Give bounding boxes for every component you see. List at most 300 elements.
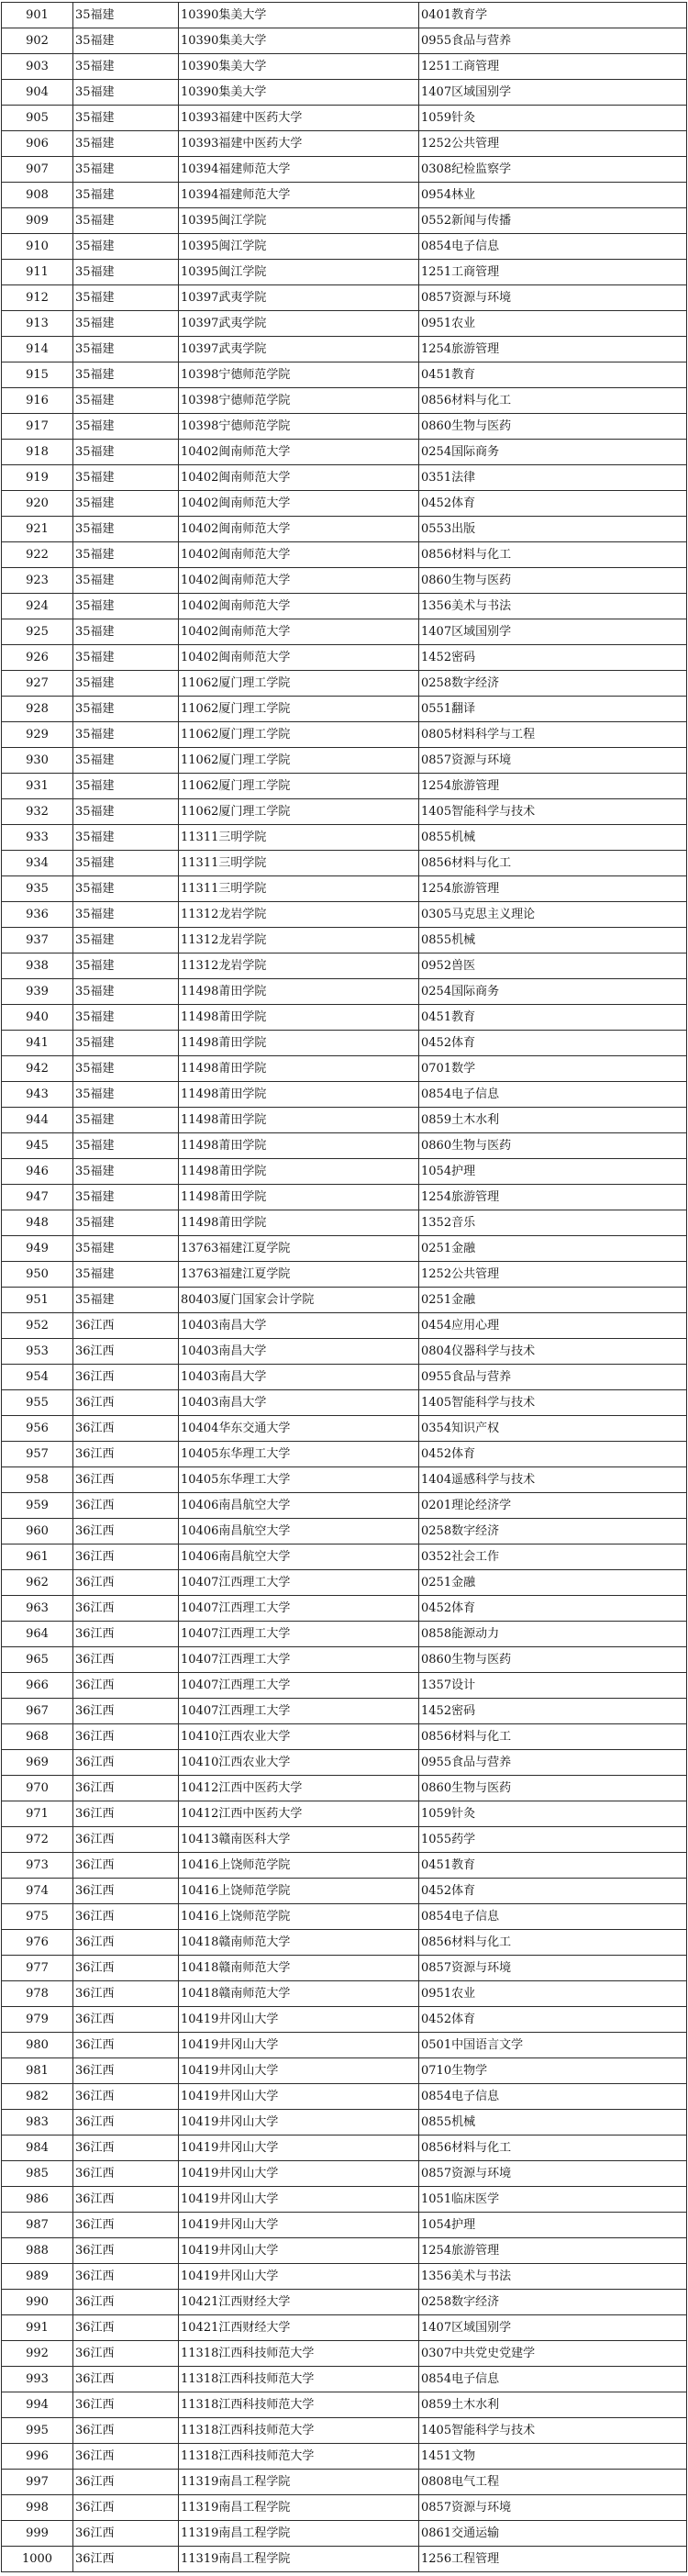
discipline-cell: 0954林业 (419, 183, 687, 208)
table-row (2, 1262, 687, 1288)
row-number: 990 (2, 2290, 73, 2315)
province-cell: 35福建 (73, 285, 179, 311)
table-row (2, 517, 687, 542)
province-cell: 36江西 (73, 2367, 179, 2392)
discipline-cell: 0951农业 (419, 1981, 687, 2007)
table-row (2, 2392, 687, 2418)
row-number: 940 (2, 1005, 73, 1031)
province-cell: 36江西 (73, 2136, 179, 2161)
university-cell: 10412江西中医药大学 (179, 1776, 419, 1801)
table-row (2, 2521, 687, 2547)
row-number: 975 (2, 1904, 73, 1930)
university-cell: 11062厦门理工学院 (179, 722, 419, 748)
discipline-cell: 0551翻译 (419, 697, 687, 722)
row-number: 979 (2, 2007, 73, 2033)
table-row (2, 748, 687, 774)
table-row (2, 1005, 687, 1031)
row-number: 988 (2, 2238, 73, 2264)
table-row (2, 774, 687, 799)
province-cell: 35福建 (73, 594, 179, 619)
university-cell: 10406南昌航空大学 (179, 1544, 419, 1570)
discipline-cell: 0710生物学 (419, 2058, 687, 2084)
table-row (2, 1827, 687, 1853)
province-cell: 36江西 (73, 2007, 179, 2033)
province-cell: 36江西 (73, 2392, 179, 2418)
table-row (2, 928, 687, 953)
discipline-cell: 0860生物与医药 (419, 1647, 687, 1673)
discipline-cell: 0258数字经济 (419, 1519, 687, 1544)
table-row (2, 1519, 687, 1544)
row-number: 959 (2, 1493, 73, 1519)
province-cell: 36江西 (73, 1647, 179, 1673)
university-cell: 10407江西理工大学 (179, 1570, 419, 1596)
discipline-cell: 1451文物 (419, 2444, 687, 2470)
university-cell: 80403厦门国家会计学院 (179, 1288, 419, 1313)
row-number: 930 (2, 748, 73, 774)
table-row (2, 183, 687, 208)
table-row (2, 1082, 687, 1108)
row-number: 924 (2, 594, 73, 619)
university-cell: 10410江西农业大学 (179, 1750, 419, 1776)
row-number: 904 (2, 80, 73, 106)
university-cell: 10402闽南师范大学 (179, 542, 419, 568)
province-cell: 35福建 (73, 697, 179, 722)
table-row (2, 902, 687, 928)
discipline-cell: 0857资源与环境 (419, 748, 687, 774)
row-number: 971 (2, 1801, 73, 1827)
discipline-cell: 0308纪检监察学 (419, 157, 687, 183)
row-number: 973 (2, 1853, 73, 1879)
province-cell: 35福建 (73, 362, 179, 388)
province-cell: 35福建 (73, 465, 179, 491)
row-number: 985 (2, 2161, 73, 2187)
university-cell: 10419井冈山大学 (179, 2264, 419, 2290)
university-cell: 10405东华理工大学 (179, 1442, 419, 1467)
discipline-cell: 0452体育 (419, 1596, 687, 1622)
university-cell: 11319南昌工程学院 (179, 2470, 419, 2495)
discipline-cell: 0805材料科学与工程 (419, 722, 687, 748)
table-row (2, 2367, 687, 2392)
university-cell: 10397武夷学院 (179, 311, 419, 337)
row-number: 909 (2, 208, 73, 234)
discipline-cell: 0452体育 (419, 1031, 687, 1056)
discipline-cell: 1405智能科学与技术 (419, 2418, 687, 2444)
province-cell: 36江西 (73, 2058, 179, 2084)
discipline-cell: 0307中共党史党建学 (419, 2341, 687, 2367)
discipline-cell: 0857资源与环境 (419, 1956, 687, 1981)
university-cell: 11319南昌工程学院 (179, 2495, 419, 2521)
university-cell: 11498莆田学院 (179, 1031, 419, 1056)
province-cell: 36江西 (73, 1724, 179, 1750)
province-cell: 35福建 (73, 106, 179, 131)
discipline-cell: 0859土木水利 (419, 2392, 687, 2418)
table-row (2, 722, 687, 748)
discipline-cell: 0854电子信息 (419, 1904, 687, 1930)
row-number: 944 (2, 1108, 73, 1133)
discipline-cell: 1054护理 (419, 2213, 687, 2238)
table-row (2, 619, 687, 645)
university-cell: 10390集美大学 (179, 3, 419, 28)
table-row (2, 311, 687, 337)
university-cell: 11062厦门理工学院 (179, 748, 419, 774)
province-cell: 35福建 (73, 902, 179, 928)
row-number: 918 (2, 440, 73, 465)
university-cell: 10402闽南师范大学 (179, 619, 419, 645)
discipline-cell: 0952兽医 (419, 953, 687, 979)
row-number: 919 (2, 465, 73, 491)
discipline-cell: 0858能源动力 (419, 1622, 687, 1647)
row-number: 1000 (2, 2547, 73, 2572)
row-number: 951 (2, 1288, 73, 1313)
university-cell: 11318江西科技师范大学 (179, 2341, 419, 2367)
province-cell: 36江西 (73, 1930, 179, 1956)
row-number: 968 (2, 1724, 73, 1750)
row-number: 912 (2, 285, 73, 311)
province-cell: 36江西 (73, 1313, 179, 1339)
university-cell: 10421江西财经大学 (179, 2315, 419, 2341)
table-row (2, 1210, 687, 1236)
province-cell: 36江西 (73, 2110, 179, 2136)
row-number: 901 (2, 3, 73, 28)
discipline-cell: 1407区域国别学 (419, 2315, 687, 2341)
province-cell: 36江西 (73, 1956, 179, 1981)
row-number: 993 (2, 2367, 73, 2392)
university-cell: 10406南昌航空大学 (179, 1519, 419, 1544)
province-cell: 35福建 (73, 722, 179, 748)
table-row (2, 388, 687, 414)
table-row (2, 1801, 687, 1827)
row-number: 906 (2, 131, 73, 157)
province-cell: 36江西 (73, 2418, 179, 2444)
university-cell: 10403南昌大学 (179, 1339, 419, 1365)
discipline-cell: 1254旅游管理 (419, 774, 687, 799)
row-number: 903 (2, 54, 73, 80)
university-cell: 10403南昌大学 (179, 1390, 419, 1416)
row-number: 961 (2, 1544, 73, 1570)
discipline-cell: 0859土木水利 (419, 1108, 687, 1133)
row-number: 914 (2, 337, 73, 362)
table-row (2, 1365, 687, 1390)
province-cell: 35福建 (73, 517, 179, 542)
table-row (2, 2033, 687, 2058)
province-cell: 36江西 (73, 1699, 179, 1724)
discipline-cell: 0452体育 (419, 1879, 687, 1904)
province-cell: 36江西 (73, 1467, 179, 1493)
discipline-cell: 1051临床医学 (419, 2187, 687, 2213)
university-cell: 10393福建中医药大学 (179, 106, 419, 131)
discipline-cell: 1356美术与书法 (419, 594, 687, 619)
row-number: 956 (2, 1416, 73, 1442)
row-number: 989 (2, 2264, 73, 2290)
university-cell: 10402闽南师范大学 (179, 645, 419, 671)
row-number: 917 (2, 414, 73, 440)
university-cell: 10402闽南师范大学 (179, 465, 419, 491)
table-row (2, 2470, 687, 2495)
university-cell: 11318江西科技师范大学 (179, 2444, 419, 2470)
university-cell: 10418赣南师范大学 (179, 1930, 419, 1956)
row-number: 991 (2, 2315, 73, 2341)
discipline-cell: 0451教育 (419, 1853, 687, 1879)
province-cell: 35福建 (73, 1031, 179, 1056)
table-row (2, 1622, 687, 1647)
discipline-cell: 0552新闻与传播 (419, 208, 687, 234)
province-cell: 36江西 (73, 2161, 179, 2187)
table-row (2, 1442, 687, 1467)
row-number: 922 (2, 542, 73, 568)
row-number: 950 (2, 1262, 73, 1288)
province-cell: 36江西 (73, 2238, 179, 2264)
discipline-cell: 0352社会工作 (419, 1544, 687, 1570)
table-row (2, 1750, 687, 1776)
university-cell: 10419井冈山大学 (179, 2238, 419, 2264)
row-number: 921 (2, 517, 73, 542)
province-cell: 36江西 (73, 2470, 179, 2495)
university-cell: 10419井冈山大学 (179, 2007, 419, 2033)
row-number: 920 (2, 491, 73, 517)
province-cell: 35福建 (73, 928, 179, 953)
table-row (2, 799, 687, 825)
university-cell: 11498莆田学院 (179, 1108, 419, 1133)
discipline-cell: 1404遥感科学与技术 (419, 1467, 687, 1493)
province-cell: 36江西 (73, 2341, 179, 2367)
table-row (2, 337, 687, 362)
university-cell: 10397武夷学院 (179, 285, 419, 311)
university-cell: 10419井冈山大学 (179, 2213, 419, 2238)
university-cell: 11318江西科技师范大学 (179, 2367, 419, 2392)
discipline-cell: 1254旅游管理 (419, 1185, 687, 1210)
row-number: 976 (2, 1930, 73, 1956)
table-row (2, 285, 687, 311)
discipline-cell: 0856材料与化工 (419, 1930, 687, 1956)
table-row (2, 697, 687, 722)
row-number: 910 (2, 234, 73, 260)
province-cell: 35福建 (73, 440, 179, 465)
row-number: 948 (2, 1210, 73, 1236)
discipline-cell: 1252公共管理 (419, 1262, 687, 1288)
table-row (2, 106, 687, 131)
discipline-cell: 1405智能科学与技术 (419, 799, 687, 825)
table-row (2, 1133, 687, 1159)
province-cell: 36江西 (73, 1493, 179, 1519)
table-row (2, 1185, 687, 1210)
row-number: 916 (2, 388, 73, 414)
row-number: 958 (2, 1467, 73, 1493)
table-row (2, 1879, 687, 1904)
row-number: 939 (2, 979, 73, 1005)
university-cell: 10406南昌航空大学 (179, 1493, 419, 1519)
table-row (2, 568, 687, 594)
table-row (2, 2058, 687, 2084)
table-row (2, 542, 687, 568)
discipline-cell: 0251金融 (419, 1236, 687, 1262)
table-row (2, 2161, 687, 2187)
university-cell: 10407江西理工大学 (179, 1596, 419, 1622)
table-row (2, 1853, 687, 1879)
university-cell: 10419井冈山大学 (179, 2058, 419, 2084)
university-cell: 13763福建江夏学院 (179, 1236, 419, 1262)
row-number: 992 (2, 2341, 73, 2367)
province-cell: 35福建 (73, 1210, 179, 1236)
university-cell: 10395闽江学院 (179, 208, 419, 234)
university-cell: 10402闽南师范大学 (179, 491, 419, 517)
university-cell: 10416上饶师范学院 (179, 1853, 419, 1879)
row-number: 960 (2, 1519, 73, 1544)
province-cell: 35福建 (73, 1159, 179, 1185)
table-row (2, 2264, 687, 2290)
row-number: 927 (2, 671, 73, 697)
province-cell: 35福建 (73, 337, 179, 362)
table-row (2, 953, 687, 979)
university-cell: 11312龙岩学院 (179, 953, 419, 979)
province-cell: 36江西 (73, 2521, 179, 2547)
row-number: 999 (2, 2521, 73, 2547)
table-row (2, 2547, 687, 2572)
row-number: 943 (2, 1082, 73, 1108)
row-number: 998 (2, 2495, 73, 2521)
province-cell: 35福建 (73, 3, 179, 28)
row-number: 938 (2, 953, 73, 979)
row-number: 962 (2, 1570, 73, 1596)
discipline-cell: 1059针灸 (419, 106, 687, 131)
university-cell: 11062厦门理工学院 (179, 799, 419, 825)
row-number: 915 (2, 362, 73, 388)
table-row (2, 2084, 687, 2110)
university-cell: 13763福建江夏学院 (179, 1262, 419, 1288)
university-cell: 10394福建师范大学 (179, 183, 419, 208)
row-number: 974 (2, 1879, 73, 1904)
discipline-cell: 1252公共管理 (419, 131, 687, 157)
university-cell: 10418赣南师范大学 (179, 1956, 419, 1981)
table-row (2, 1981, 687, 2007)
discipline-cell: 0451教育 (419, 1005, 687, 1031)
table-row (2, 1699, 687, 1724)
province-cell: 36江西 (73, 1622, 179, 1647)
province-cell: 35福建 (73, 260, 179, 285)
discipline-cell: 1357设计 (419, 1673, 687, 1699)
table-row (2, 2136, 687, 2161)
table-row (2, 671, 687, 697)
table-row (2, 1956, 687, 1981)
province-cell: 36江西 (73, 2084, 179, 2110)
province-cell: 35福建 (73, 645, 179, 671)
row-number: 923 (2, 568, 73, 594)
province-cell: 36江西 (73, 2315, 179, 2341)
university-cell: 10412江西中医药大学 (179, 1801, 419, 1827)
province-cell: 35福建 (73, 619, 179, 645)
table-row (2, 3, 687, 28)
table-row (2, 1647, 687, 1673)
table-row (2, 131, 687, 157)
university-cell: 11319南昌工程学院 (179, 2521, 419, 2547)
province-cell: 35福建 (73, 825, 179, 851)
discipline-cell: 0351法律 (419, 465, 687, 491)
row-number: 995 (2, 2418, 73, 2444)
row-number: 926 (2, 645, 73, 671)
university-cell: 10419井冈山大学 (179, 2187, 419, 2213)
province-cell: 35福建 (73, 157, 179, 183)
discipline-cell: 0854电子信息 (419, 2367, 687, 2392)
discipline-cell: 0855机械 (419, 2110, 687, 2136)
province-cell: 36江西 (73, 1570, 179, 1596)
university-cell: 10390集美大学 (179, 28, 419, 54)
university-cell: 10394福建师范大学 (179, 157, 419, 183)
province-cell: 35福建 (73, 234, 179, 260)
province-cell: 36江西 (73, 1750, 179, 1776)
province-cell: 35福建 (73, 1082, 179, 1108)
discipline-cell: 1059针灸 (419, 1801, 687, 1827)
province-cell: 35福建 (73, 1262, 179, 1288)
province-cell: 35福建 (73, 131, 179, 157)
province-cell: 35福建 (73, 774, 179, 799)
table-row (2, 465, 687, 491)
row-number: 965 (2, 1647, 73, 1673)
row-number: 987 (2, 2213, 73, 2238)
university-cell: 11312龙岩学院 (179, 902, 419, 928)
table-row (2, 1904, 687, 1930)
university-cell: 10419井冈山大学 (179, 2161, 419, 2187)
table-row (2, 1236, 687, 1262)
table-row (2, 440, 687, 465)
row-number: 908 (2, 183, 73, 208)
table-row (2, 54, 687, 80)
discipline-cell: 0454应用心理 (419, 1313, 687, 1339)
university-cell: 10390集美大学 (179, 80, 419, 106)
row-number: 937 (2, 928, 73, 953)
university-cell: 10416上饶师范学院 (179, 1904, 419, 1930)
row-number: 996 (2, 2444, 73, 2470)
university-cell: 10403南昌大学 (179, 1365, 419, 1390)
university-cell: 10395闽江学院 (179, 260, 419, 285)
province-cell: 35福建 (73, 183, 179, 208)
discipline-cell: 0856材料与化工 (419, 2136, 687, 2161)
table-row (2, 1288, 687, 1313)
university-cell: 10413赣南医科大学 (179, 1827, 419, 1853)
discipline-cell: 0201理论经济学 (419, 1493, 687, 1519)
university-cell: 10407江西理工大学 (179, 1647, 419, 1673)
discipline-cell: 0857资源与环境 (419, 2161, 687, 2187)
province-cell: 35福建 (73, 28, 179, 54)
province-cell: 36江西 (73, 1365, 179, 1390)
province-cell: 35福建 (73, 1133, 179, 1159)
table-row (2, 2341, 687, 2367)
province-cell: 36江西 (73, 1519, 179, 1544)
university-cell: 11318江西科技师范大学 (179, 2392, 419, 2418)
table-row (2, 825, 687, 851)
table-row (2, 979, 687, 1005)
discipline-cell: 0860生物与医药 (419, 568, 687, 594)
discipline-cell: 0808电气工程 (419, 2470, 687, 2495)
row-number: 994 (2, 2392, 73, 2418)
discipline-cell: 0452体育 (419, 491, 687, 517)
province-cell: 35福建 (73, 208, 179, 234)
row-number: 942 (2, 1056, 73, 1082)
row-number: 984 (2, 2136, 73, 2161)
university-cell: 10407江西理工大学 (179, 1673, 419, 1699)
province-cell: 36江西 (73, 2444, 179, 2470)
row-number: 955 (2, 1390, 73, 1416)
row-number: 964 (2, 1622, 73, 1647)
province-cell: 36江西 (73, 1981, 179, 2007)
table-row (2, 260, 687, 285)
university-cell: 10393福建中医药大学 (179, 131, 419, 157)
table-row (2, 1390, 687, 1416)
row-number: 946 (2, 1159, 73, 1185)
province-cell: 35福建 (73, 953, 179, 979)
province-cell: 36江西 (73, 2033, 179, 2058)
university-cell: 11498莆田学院 (179, 1133, 419, 1159)
row-number: 934 (2, 851, 73, 876)
university-cell: 11498莆田学院 (179, 1005, 419, 1031)
